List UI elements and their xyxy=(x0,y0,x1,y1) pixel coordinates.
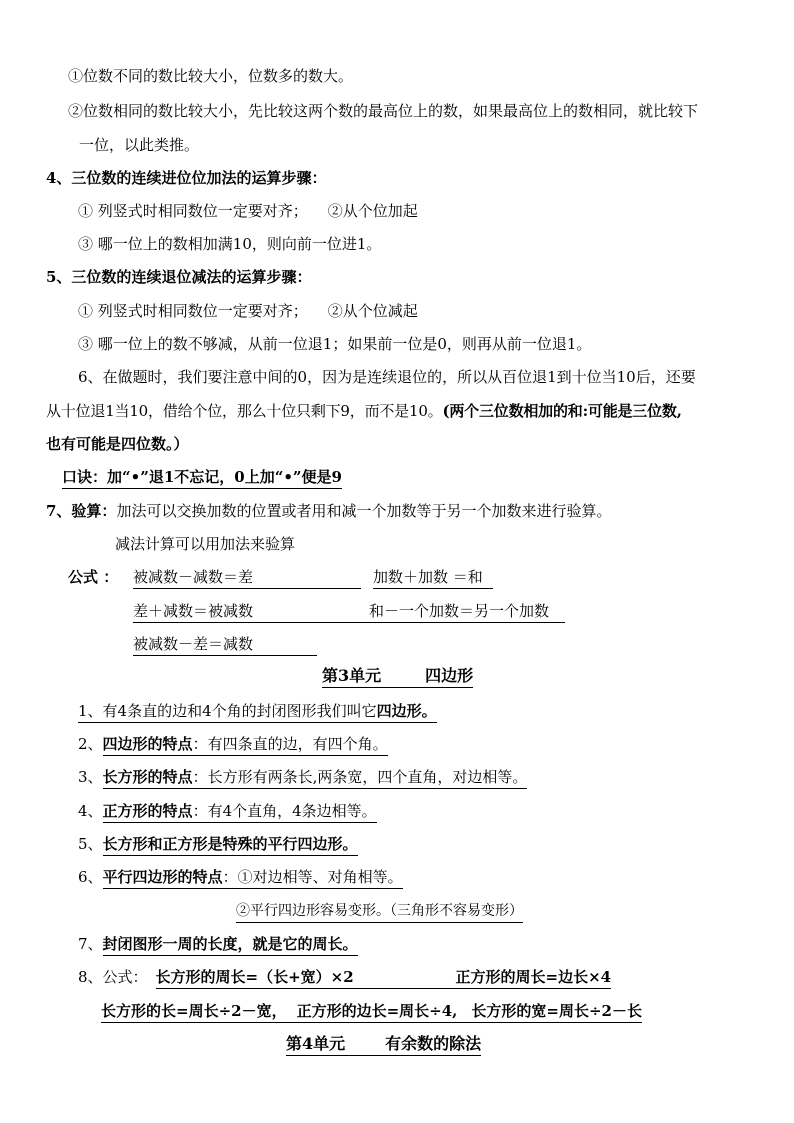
note-6-line-2 xyxy=(46,401,682,421)
unit-4-title-num: 第4单元 xyxy=(286,1034,346,1053)
unit-3-item-8 xyxy=(78,967,611,989)
unit-3-item-1-bold: 四边形。 xyxy=(376,702,437,720)
unit-3-item-5-bold: 长方形和正方形是特殊的平行四边形。 xyxy=(103,834,358,856)
formula-label: 公式 ： xyxy=(68,568,119,586)
unit-3-item-7 xyxy=(78,934,358,956)
square-perimeter-formula: 正方形的周长=边长×4 xyxy=(456,967,612,989)
unit-3-item-8-row-2-underline xyxy=(101,1001,642,1023)
unit-4-title-name: 有余数的除法 xyxy=(385,1034,482,1053)
unit-3-item-6b-wrap xyxy=(236,901,523,923)
check-7-text: 加法可以交换加数的位置或者用和减一个加数等于另一个加数来进行验算。 xyxy=(116,502,612,520)
unit-3-item-8-formula-row xyxy=(156,967,456,989)
compare-rule-1: ①位数不同的数比较大小，位数多的数大。 xyxy=(68,67,354,85)
addition-step-2: ②从个位加起 xyxy=(327,202,418,220)
rectangle-width-formula: 长方形的宽=周长÷2－长 xyxy=(471,1002,642,1020)
unit-3-item-1-text: 1、有4条直的边和4个角的封闭图形我们叫它 xyxy=(78,702,377,720)
subtraction-step-3: ③ 哪一位上的数不够减，从前一位退1；如果前一位是0，则再从前一位退1。 xyxy=(78,335,592,353)
formula-2-wrap xyxy=(373,567,493,589)
unit-4-title xyxy=(286,1034,481,1056)
formula-1-wrap xyxy=(133,567,361,589)
mnemonic-row xyxy=(62,467,342,489)
mnemonic: 口诀：加“•”退1不忘记，0上加“•”便是9 xyxy=(62,467,342,489)
addition-heading: 4、三位数的连续进位位加法的运算步骤： xyxy=(46,169,327,187)
addition-step-3: ③ 哪一位上的数相加满10，则向前一位进1。 xyxy=(78,235,382,253)
unit-3-title xyxy=(322,666,473,688)
unit-3-item-3-num: 3、 xyxy=(78,768,103,786)
subtraction-heading: 5、三位数的连续退位减法的运算步骤： xyxy=(46,268,312,286)
rectangle-length-formula: 长方形的长=周长÷2－宽， xyxy=(101,1002,287,1020)
note-6-line-1: 6、在做题时，我们要注意中间的0，因为是连续退位的，所以从百位退1到十位当10后，还要 xyxy=(78,368,696,386)
unit-3-item-7-num: 7、 xyxy=(78,935,103,953)
unit-3-item-6-num: 6、 xyxy=(78,868,103,886)
unit-3-item-4 xyxy=(78,801,377,823)
formula-5: 被减数－差＝减数 xyxy=(133,634,317,656)
unit-3-item-6-body xyxy=(103,867,403,889)
unit-3-item-6 xyxy=(78,867,403,889)
subtraction-step-2: ②从个位减起 xyxy=(327,302,418,320)
compare-rule-2: ②位数相同的数比较大小，先比较这两个数的最高位上的数，如果最高位上的数相同，就比较下 xyxy=(68,102,699,120)
formula-2: 加数＋加数 ＝和 xyxy=(373,567,493,589)
unit-3-item-6-text: ：①对边相等、对角相等。 xyxy=(222,868,403,886)
formula-4-wrap xyxy=(369,601,565,623)
unit-3-title-underline xyxy=(322,666,473,688)
subtraction-step-1: ① 列竖式时相同数位一定要对齐； xyxy=(78,302,308,320)
unit-3-item-6-bold: 平行四边形的特点 xyxy=(102,868,223,886)
note-6-line-2-bold: (两个三位数相加的和:可能是三位数, xyxy=(442,402,682,420)
note-6-line-2-text: 从十位退1当10，借给个位，那么十位只剩下9，而不是10。 xyxy=(46,402,443,420)
unit-3-item-7-bold: 封闭图形一周的长度，就是它的周长。 xyxy=(103,934,358,956)
addition-step-1: ① 列竖式时相同数位一定要对齐； xyxy=(78,202,308,220)
check-7-label: 7、验算： xyxy=(46,502,117,520)
unit-4-title-underline xyxy=(286,1034,481,1056)
rectangle-perimeter-formula: 长方形的周长=（长+宽）×2 xyxy=(155,968,354,986)
unit-3-title-name: 四边形 xyxy=(425,666,474,685)
check-7-line-1 xyxy=(46,501,611,521)
unit-3-item-2-text: ：有四条直的边，有四个角。 xyxy=(192,735,388,753)
formula-4: 和－一个加数＝另一个加数 xyxy=(369,601,565,623)
square-side-formula: 正方形的边长=周长÷4, xyxy=(296,1002,458,1020)
unit-3-item-2 xyxy=(78,734,388,756)
formula-5-wrap xyxy=(133,634,317,656)
unit-3-item-4-num: 4、 xyxy=(78,802,103,820)
unit-3-item-3-bold: 长方形的特点 xyxy=(102,768,193,786)
unit-3-title-num: 第3单元 xyxy=(322,666,382,685)
subtraction-steps-row xyxy=(78,301,418,321)
formula-3: 差＋减数＝被减数 xyxy=(133,601,369,623)
unit-3-item-2-num: 2、 xyxy=(78,735,103,753)
unit-3-item-3-text: ：长方形有两条长,两条宽，四个直角，对边相等。 xyxy=(192,768,528,786)
compare-rule-2-cont: 一位，以此类推。 xyxy=(79,136,200,154)
unit-3-item-4-body xyxy=(103,801,377,823)
addition-steps-row xyxy=(78,201,418,221)
unit-3-item-5-num: 5、 xyxy=(78,835,103,853)
unit-3-item-8-num: 8、公式： xyxy=(78,968,148,986)
note-6-line-3: 也有可能是四位数。） xyxy=(46,435,189,453)
unit-3-item-8-row-2 xyxy=(101,1001,642,1023)
formula-3-wrap xyxy=(133,601,369,623)
formula-1: 被减数－减数＝差 xyxy=(133,567,361,589)
unit-3-item-2-body xyxy=(103,734,388,756)
unit-3-item-6b: ②平行四边形容易变形。（三角形不容易变形） xyxy=(236,901,523,923)
unit-3-item-5 xyxy=(78,834,358,856)
unit-3-item-1-wrap xyxy=(78,701,437,723)
unit-3-item-4-bold: 正方形的特点 xyxy=(102,802,193,820)
unit-3-item-3 xyxy=(78,767,527,789)
unit-3-item-4-text: ：有4个直角，4条边相等。 xyxy=(192,802,377,820)
unit-3-item-2-bold: 四边形的特点 xyxy=(102,735,193,753)
unit-3-item-1 xyxy=(78,701,437,723)
unit-3-item-3-body xyxy=(103,767,528,789)
check-7-line-2: 减法计算可以用加法来验算 xyxy=(115,535,296,553)
